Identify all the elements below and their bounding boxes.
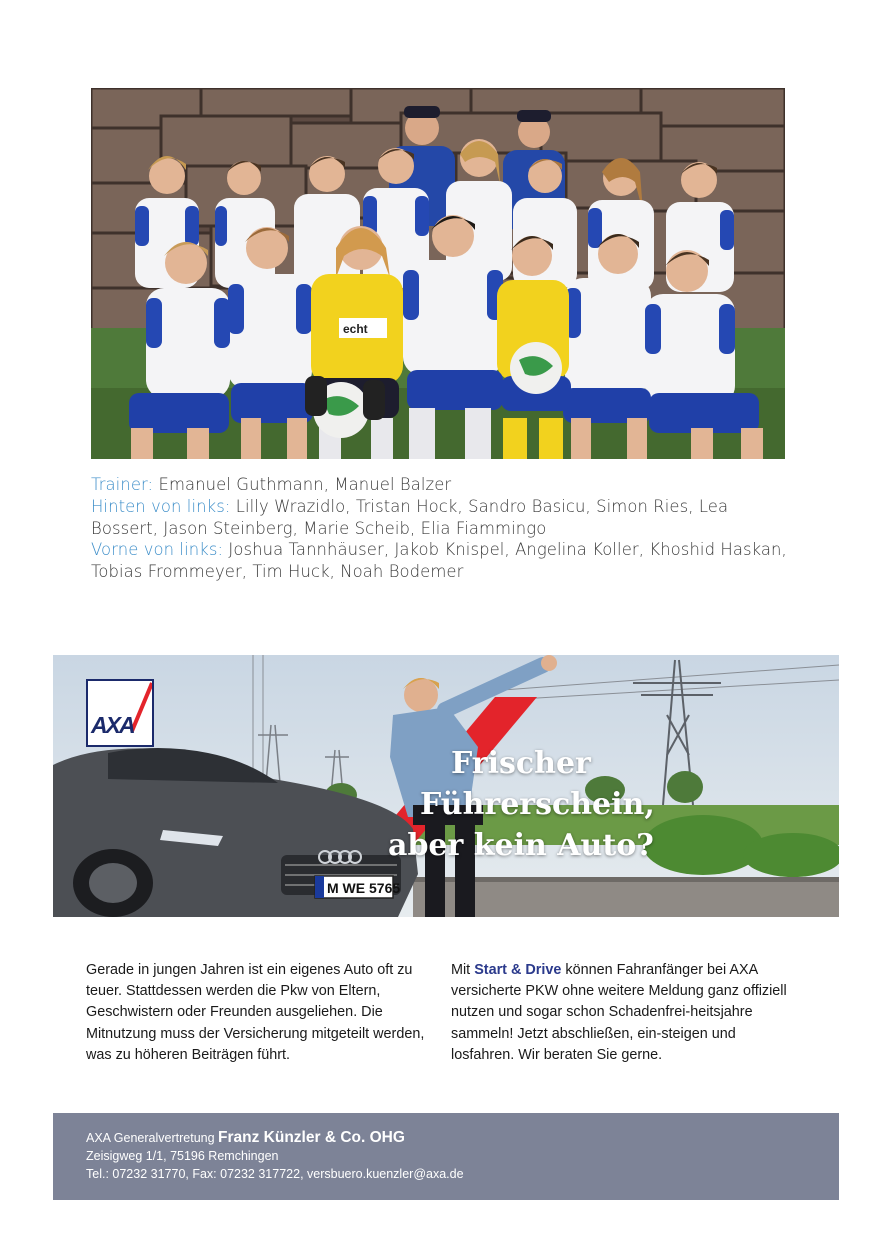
- headline-line-2: Führerschein,: [420, 787, 655, 822]
- front-row-label: Vorne von links:: [91, 540, 224, 560]
- trainer-names: Emanuel Guthmann, Manuel Balzer: [158, 475, 452, 494]
- team-caption: [91, 474, 791, 583]
- license-plate: M WE 5765: [327, 880, 401, 896]
- axa-logo: [86, 679, 154, 747]
- body-text-right: [451, 960, 796, 1066]
- body-text-left: Gerade in jungen Jahren ist ein eigenes Auto oft zu teuer. Stattdessen werden die Pkw von Eltern, Geschwistern oder Freunden ausgeliehen. Die Mitnutzung muss der Versicherung mitgeteilt werden, was zu höheren Beiträgen führt.: [86, 962, 425, 1063]
- footer-contact-line[interactable]: Tel.: 07232 31770, Fax: 07232 317722, versbuero.kuenzler@axa.de: [86, 1167, 464, 1181]
- footer-firm-name: Franz Künzler & Co. OHG: [218, 1129, 405, 1146]
- headline-line-3: aber kein Auto?: [388, 828, 654, 863]
- axa-logo-text: AXA: [91, 712, 134, 738]
- trainer-line: [91, 474, 791, 496]
- back-row-names: Lilly Wrazidlo, Tristan Hock, Sandro Basicu, Simon Ries, Lea Bossert, Jason Steinberg, Marie Scheib, Elia Fiammingo: [91, 496, 729, 538]
- footer-contact: [53, 1113, 839, 1200]
- front-row-line: [91, 539, 791, 583]
- footer-address: Zeisigweg 1/1, 75196 Remchingen: [86, 1149, 279, 1163]
- trainer-label: Trainer:: [91, 475, 154, 494]
- axa-ad-banner: [53, 655, 839, 917]
- jersey-sponsor-text: echt: [343, 322, 368, 336]
- team-photo: [91, 88, 785, 459]
- back-row-line: [91, 496, 791, 540]
- body-right-intro: Mit: [451, 962, 471, 978]
- headline-line-1: Frischer: [451, 746, 591, 781]
- footer-agency-line: [86, 1129, 405, 1147]
- footer-prefix: AXA Generalvertretung: [86, 1131, 215, 1145]
- start-drive-highlight: Start & Drive: [474, 962, 562, 978]
- front-row-names: Joshua Tannhäuser, Jakob Knispel, Angelina Koller, Khoshid Haskan, Tobias Frommeyer, Tim Huck, Noah Bodemer: [91, 540, 787, 582]
- body-right-text: können Fahranfänger bei AXA versicherte PKW ohne weitere Meldung ganz offiziell nutzen und sogar schon Schadenfrei-heitsjahre sammeln! Jetzt abschließen, ein-steigen und losfahren. Wir beraten Sie gerne.: [451, 962, 787, 1063]
- back-row-label: Hinten von links:: [91, 496, 231, 516]
